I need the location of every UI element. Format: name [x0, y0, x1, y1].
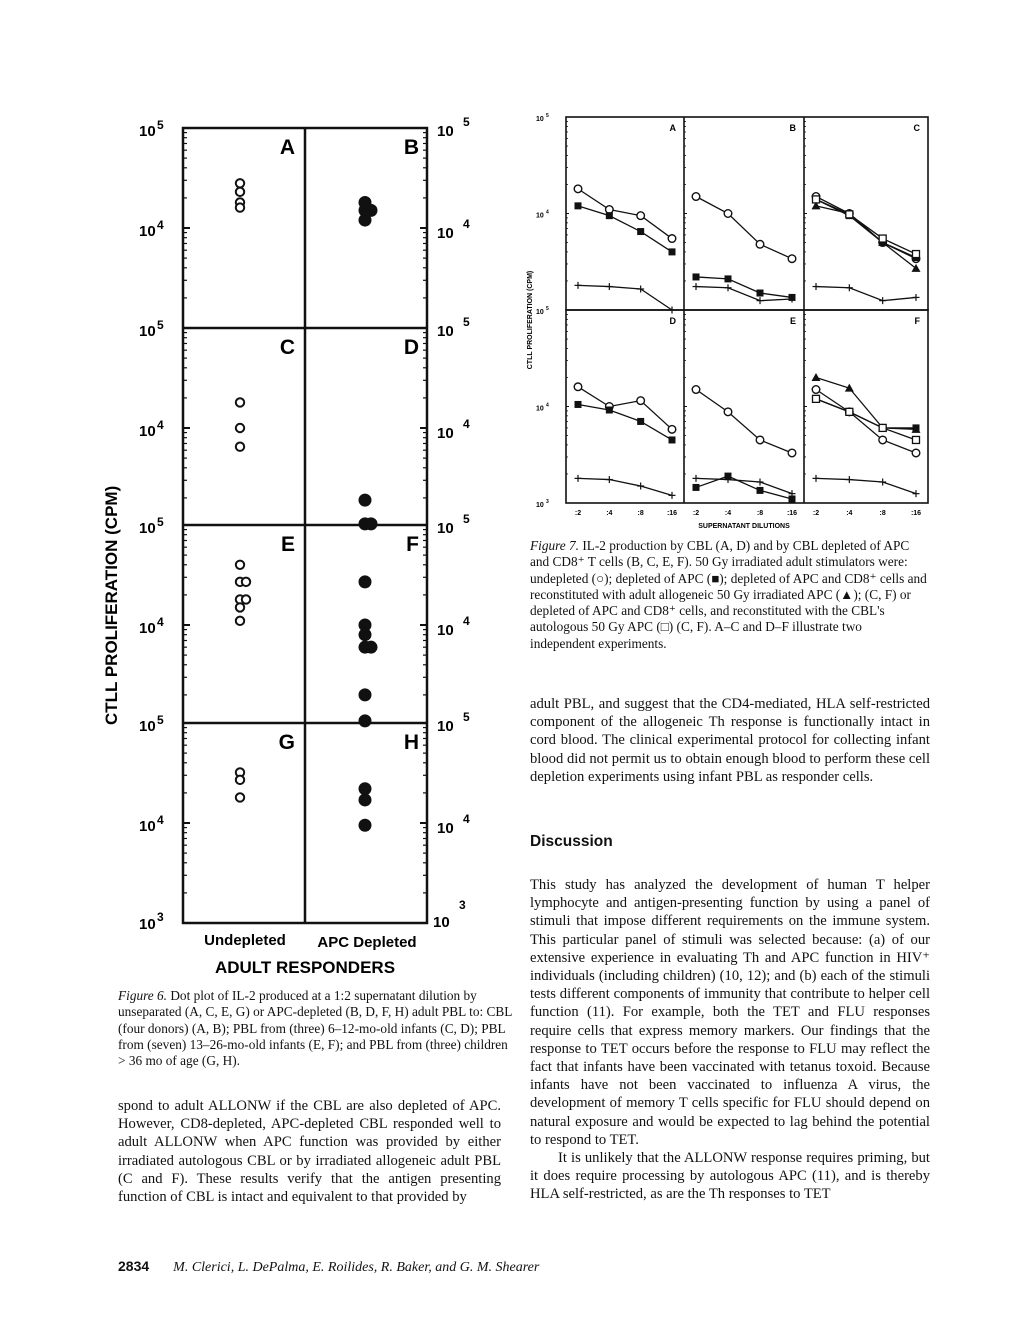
open-circle-marker — [756, 240, 764, 248]
data-point — [236, 398, 244, 406]
svg-text:10: 10 — [536, 405, 544, 413]
series-line — [816, 287, 916, 301]
data-point — [360, 794, 371, 805]
data-point — [360, 820, 371, 831]
figure-6-caption — [118, 988, 518, 1069]
figure-7-plot-area — [527, 113, 928, 530]
x-tick-label: :8 — [756, 510, 764, 517]
series-line — [816, 199, 916, 254]
data-point — [236, 617, 244, 625]
open-square-marker — [879, 424, 886, 431]
filled-square-marker — [757, 487, 764, 494]
panel-label-b: B — [789, 123, 796, 133]
svg-text:5: 5 — [463, 512, 470, 526]
series-line — [578, 404, 672, 440]
filled-square-marker — [637, 228, 644, 235]
discussion-body — [530, 876, 930, 1204]
filled-square-marker — [606, 406, 613, 413]
panel-label-a: A — [279, 136, 295, 159]
filled-square-marker — [757, 290, 764, 297]
open-circle-marker — [692, 386, 700, 394]
series-line — [696, 478, 792, 493]
open-circle-marker — [724, 408, 732, 416]
svg-text:5: 5 — [463, 115, 470, 129]
open-square-marker — [846, 211, 853, 218]
figure-7-line-chart — [520, 105, 940, 535]
paragraph: This study has analyzed the development of human T helper lymphocyte and antigen-presenting function by using a panel of stimuli that impose different requirements on the immune system. This particular panel of stimuli was selected because: (a) of our extensive experience in evaluating Th and APC function in HIV⁺ individuals (including children) (10, 12); and (b) each of the stimuli tests different components of immunity that contribute to helper cell function (11). For example, both the TET and FLU responses require cells that express memory markers. Our findings that the response to TET occurs before the response to FLU may reflect the fact that infants have been vaccinated with tetanus toxoid. Because infants have not been vaccinated to influenza A virus, the development of memory T cells specific for FLU should depend on natural exposure and would be expected to lag behind the potential to respond to TET. — [530, 877, 930, 1148]
y-tick-label: 10 — [437, 622, 454, 639]
figure-7-chart — [520, 105, 940, 535]
data-point — [360, 715, 371, 726]
open-circle-marker — [637, 397, 645, 405]
figure-6-caption-label: Figure 6. — [118, 988, 167, 1003]
filled-square-marker — [693, 484, 700, 491]
data-point — [360, 576, 371, 587]
panel-label-a: A — [669, 123, 676, 133]
data-point — [236, 188, 244, 196]
y-tick-label: 10 — [437, 123, 454, 140]
svg-text:5: 5 — [157, 318, 164, 332]
right-column-paragraph — [530, 695, 930, 786]
series-line — [696, 197, 792, 259]
data-point — [242, 578, 250, 586]
svg-text:4: 4 — [546, 402, 549, 409]
y-tick-label: 10 — [437, 323, 454, 340]
open-circle-marker — [788, 449, 796, 457]
series-line — [816, 399, 916, 428]
panel-label-f: F — [406, 533, 419, 556]
open-circle-marker — [724, 210, 732, 218]
svg-text:10: 10 — [536, 309, 544, 316]
paragraph: It is unlikely that the ALLONW response requires priming, but it does require processing by autologous APC (11), and is thereby HLA self-restricted, as are the Th responses to TET — [530, 1150, 930, 1203]
y-tick-label: 10 — [139, 223, 156, 240]
svg-text:4: 4 — [157, 813, 164, 827]
panel-label-d: D — [403, 336, 419, 359]
panel-label-c: C — [279, 336, 295, 359]
open-circle-marker — [756, 436, 764, 444]
section-heading-discussion: Discussion — [530, 833, 613, 850]
svg-text:10: 10 — [536, 212, 544, 220]
y-tick-label: 10 — [139, 620, 156, 637]
x-tick-label: :2 — [812, 510, 820, 517]
data-point — [236, 776, 244, 784]
svg-text:4: 4 — [157, 615, 164, 629]
svg-text:3: 3 — [157, 910, 164, 924]
filled-square-marker — [606, 212, 613, 219]
data-point — [236, 443, 244, 451]
data-point — [360, 629, 371, 640]
svg-text:5: 5 — [546, 113, 549, 119]
data-point — [236, 603, 244, 611]
open-square-marker — [913, 251, 920, 258]
page-footer — [118, 1258, 539, 1276]
y-tick-label: 10 — [437, 820, 454, 837]
y-tick-label: 10 — [139, 423, 156, 440]
svg-text:10: 10 — [139, 916, 156, 933]
x-category-label: APC Depleted — [317, 934, 417, 951]
series-line — [578, 285, 672, 310]
open-circle-marker — [668, 235, 676, 243]
svg-text:5: 5 — [546, 306, 549, 312]
y-tick-label: 10 — [437, 425, 454, 442]
filled-square-marker — [575, 202, 582, 209]
open-circle-marker — [879, 436, 887, 444]
filled-square-marker — [637, 418, 644, 425]
data-point — [360, 689, 371, 700]
figure-7-caption-text: IL-2 production by CBL (A, D) and by CBL depleted of APC and CD8⁺ T cells (B, C, E, F). 50 Gy irradiated adult stimulators were: undepleted (○); depleted of APC (■); depleted of APC and CD8⁺ cells and reconstituted with adult allogeneic 50 Gy irradiated APC (▲); (C, F) or depleted of APC and CD8⁺ cells, and reconstituted with the CBL's autologous 50 Gy APC (□) (C, F). A–C and D–F illustrate two independent experiments. — [530, 538, 927, 651]
open-circle-marker — [788, 255, 796, 263]
svg-text:4: 4 — [546, 209, 549, 216]
y-tick-label: 10 — [139, 323, 156, 340]
data-point — [242, 595, 250, 603]
panel-label-f: F — [914, 316, 920, 326]
svg-text:5: 5 — [157, 118, 164, 132]
svg-text:10: 10 — [536, 116, 544, 123]
data-point — [366, 518, 377, 529]
open-square-marker — [879, 235, 886, 242]
open-circle-marker — [812, 386, 820, 394]
data-point — [236, 561, 244, 569]
filled-triangle-marker — [812, 373, 821, 381]
svg-text:5: 5 — [157, 515, 164, 529]
x-tick-label: :2 — [574, 510, 582, 517]
left-column-paragraph — [118, 1097, 501, 1206]
x-axis-label: SUPERNATANT DILUTIONS — [698, 523, 790, 530]
figure-6-chart — [95, 105, 515, 985]
x-tick-label: :16 — [666, 510, 678, 517]
panel-label-c: C — [913, 123, 920, 133]
data-point — [366, 642, 377, 653]
filled-square-marker — [669, 436, 676, 443]
series-line — [578, 189, 672, 239]
svg-text:4: 4 — [463, 812, 470, 826]
y-tick-label: 10 — [139, 718, 156, 735]
panel-label-d: D — [669, 316, 676, 326]
data-point — [236, 424, 244, 432]
panel-label-h: H — [403, 731, 419, 754]
open-square-marker — [813, 196, 820, 203]
open-square-marker — [913, 436, 920, 443]
series-line — [816, 390, 916, 453]
filled-square-marker — [669, 248, 676, 255]
x-tick-label: :8 — [637, 510, 644, 517]
data-point — [236, 793, 244, 801]
data-point — [236, 203, 244, 211]
x-axis-label: ADULT RESPONDERS — [214, 958, 396, 977]
y-tick-label: 10 — [139, 818, 156, 835]
y-axis-label: CTLL PROLIFERATION (CPM) — [102, 485, 121, 725]
figure-6-dot-plot — [95, 105, 515, 985]
y-tick-label: 10 — [437, 225, 454, 242]
svg-text:4: 4 — [463, 217, 470, 231]
y-tick-label: 10 — [437, 520, 454, 537]
series-line — [816, 206, 916, 269]
x-tick-label: :8 — [879, 510, 886, 517]
svg-text:4: 4 — [463, 417, 470, 431]
svg-text:4: 4 — [463, 614, 470, 628]
paragraph: adult PBL, and suggest that the CD4-mediated, HLA self-restricted component of the allogeneic Th response is functionally intact in cord blood. The clinical experimental protocol for collecting infant blood did not permit us to obtain enough blood to perform these cell depletion experiments using infant PBL as responder cells. — [530, 696, 930, 785]
panel-label-e: E — [280, 533, 295, 556]
series-line — [696, 287, 792, 301]
filled-square-marker — [693, 273, 700, 280]
series-line — [816, 377, 916, 429]
open-circle-marker — [637, 212, 645, 220]
paragraph: spond to adult ALLONW if the CBL are also depleted of APC. However, CD8-depleted, APC-depleted CBL responded well to adult ALLONW when APC function was provided by either irradiated autologous CBL or by irradiated allogeneic adult PBL (C and F). These results verify that the antigen presenting function of CBL is intact and equivalent to that provided by — [118, 1098, 501, 1206]
y-axis-label: CTLL PROLIFERATION (CPM) — [527, 270, 534, 370]
series-line — [816, 399, 916, 440]
svg-text:10: 10 — [433, 914, 450, 931]
panel-label-e: E — [789, 316, 796, 326]
figure-7-caption — [530, 538, 930, 652]
author-list: M. Clerici, L. DePalma, E. Roilides, R. Baker, and G. M. Shearer — [173, 1260, 540, 1275]
y-tick-label: 10 — [139, 520, 156, 537]
x-tick-label: :4 — [724, 510, 732, 517]
y-tick-label: 10 — [437, 718, 454, 735]
data-point — [236, 179, 244, 187]
svg-text:10: 10 — [536, 502, 544, 509]
panel-label-g: G — [278, 731, 295, 754]
data-point — [360, 215, 371, 226]
svg-text:3: 3 — [459, 898, 466, 912]
open-circle-marker — [912, 449, 920, 457]
svg-text:5: 5 — [463, 710, 470, 724]
figure-7-caption-label: Figure 7. — [530, 538, 579, 553]
figure-6-plot-area — [102, 115, 470, 977]
svg-text:5: 5 — [157, 713, 164, 727]
x-tick-label: :2 — [692, 510, 700, 517]
open-circle-marker — [668, 426, 676, 434]
page-number: 2834 — [118, 1258, 150, 1274]
open-circle-marker — [574, 185, 582, 193]
svg-text:4: 4 — [157, 418, 164, 432]
x-tick-label: :4 — [606, 510, 613, 517]
svg-text:3: 3 — [546, 499, 549, 505]
x-tick-label: :16 — [786, 510, 798, 517]
panel-label-b: B — [403, 136, 419, 159]
x-category-label: Undepleted — [204, 932, 286, 949]
data-point — [360, 783, 371, 794]
open-circle-marker — [692, 193, 700, 201]
series-line — [816, 478, 916, 493]
data-point — [360, 495, 371, 506]
open-circle-marker — [574, 383, 582, 391]
svg-text:4: 4 — [157, 218, 164, 232]
open-square-marker — [846, 408, 853, 415]
series-line — [578, 478, 672, 495]
svg-text:5: 5 — [463, 315, 470, 329]
figure-6-caption-text: Dot plot of IL-2 produced at a 1:2 supernatant dilution by unseparated (A, C, E, G) or APC-depleted (B, D, F, H) adult PBL to: CBL (four donors) (A, B); PBL from (three) 6–12-mo-old infants (C, D); PBL from (seven) 13–26-mo-old infants (E, F); and PBL from (three) children > 36 mo of age (G, H). — [118, 988, 512, 1069]
open-square-marker — [813, 395, 820, 402]
x-tick-label: :16 — [910, 510, 922, 517]
x-tick-label: :4 — [846, 510, 853, 517]
series-line — [578, 387, 672, 430]
filled-square-marker — [725, 275, 732, 282]
filled-triangle-marker — [912, 264, 921, 272]
filled-square-marker — [575, 401, 582, 408]
series-line — [696, 390, 792, 453]
y-tick-label: 10 — [139, 123, 156, 140]
